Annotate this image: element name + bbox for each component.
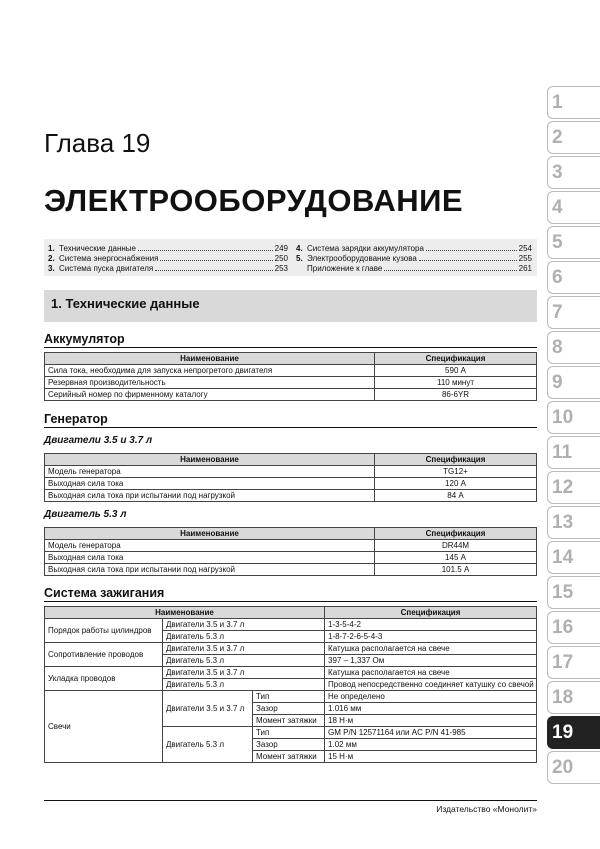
param-name: Модель генератора bbox=[45, 540, 375, 552]
contents-item-number: 1. bbox=[48, 244, 55, 253]
contents-item[interactable] bbox=[48, 244, 288, 254]
dot-leader bbox=[160, 260, 272, 261]
engine-variant: Двигатели 3.5 и 3.7 л bbox=[163, 643, 325, 655]
table-row bbox=[45, 466, 537, 478]
param-value: 86-6YR bbox=[375, 389, 537, 401]
contents-item[interactable] bbox=[296, 244, 532, 254]
param-name: Выходная сила тока при испытании под нагрузкой bbox=[45, 490, 375, 502]
generator-table-35-37 bbox=[44, 453, 537, 502]
contents-item-title: Система пуска двигателя bbox=[59, 264, 154, 273]
param-value: 110 минут bbox=[375, 377, 537, 389]
engine-variant: Двигатели 3.5 и 3.7 л bbox=[163, 691, 253, 727]
engine-variant: Двигатели 3.5 и 3.7 л bbox=[163, 619, 325, 631]
param-value: Не определено bbox=[325, 691, 537, 703]
chapter-tab-8[interactable]: 8 bbox=[547, 331, 600, 364]
param-name: Резервная производительность bbox=[45, 377, 375, 389]
param-name: Сопротивление проводов bbox=[45, 643, 163, 667]
table-row bbox=[45, 619, 537, 631]
engine-variant: Двигатель 5.3 л bbox=[163, 655, 325, 667]
table-row bbox=[45, 490, 537, 502]
param-name: Свечи bbox=[45, 691, 163, 763]
table-row bbox=[45, 667, 537, 679]
table-row bbox=[45, 564, 537, 576]
contents-column-right bbox=[296, 244, 532, 274]
chapter-tab-2[interactable]: 2 bbox=[547, 121, 600, 154]
column-header-name: Наименование bbox=[45, 528, 375, 540]
contents-item[interactable] bbox=[48, 264, 288, 274]
battery-heading: Аккумулятор bbox=[44, 332, 537, 348]
param-value: DR44M bbox=[375, 540, 537, 552]
battery-table bbox=[44, 352, 537, 401]
generator-table-53 bbox=[44, 527, 537, 576]
engine-variant: Двигатель 5.3 л bbox=[163, 631, 325, 643]
column-header-spec: Спецификация bbox=[375, 528, 537, 540]
chapter-tab-12[interactable]: 12 bbox=[547, 471, 600, 504]
ignition-table bbox=[44, 606, 537, 763]
param-name: Серийный номер по фирменному каталогу bbox=[45, 389, 375, 401]
contents-item-page: 255 bbox=[518, 254, 532, 263]
chapter-tab-20[interactable]: 20 bbox=[547, 751, 600, 784]
dot-leader bbox=[138, 250, 273, 251]
dot-leader bbox=[419, 260, 517, 261]
column-header-spec: Спецификация bbox=[325, 607, 537, 619]
table-row bbox=[45, 643, 537, 655]
sub-param: Тип bbox=[253, 727, 325, 739]
chapter-tab-9[interactable]: 9 bbox=[547, 366, 600, 399]
table-row bbox=[45, 389, 537, 401]
chapter-tab-1[interactable]: 1 bbox=[547, 86, 600, 119]
chapter-tab-19[interactable]: 19 bbox=[547, 716, 600, 749]
chapter-label: Глава 19 bbox=[44, 128, 151, 158]
engine-variant: Двигатель 5.3 л bbox=[163, 679, 325, 691]
param-name: Модель генератора bbox=[45, 466, 375, 478]
contents-item-page: 261 bbox=[518, 264, 532, 273]
table-header-row bbox=[45, 353, 537, 365]
param-name: Сила тока, необходима для запуска непрогретого двигателя bbox=[45, 365, 375, 377]
chapter-tab-10[interactable]: 10 bbox=[547, 401, 600, 434]
param-value: GM P/N 12571164 или AC P/N 41-985 bbox=[325, 727, 537, 739]
param-value: 145 А bbox=[375, 552, 537, 564]
dot-leader bbox=[155, 270, 272, 271]
contents-item-number: 4. bbox=[296, 244, 303, 253]
contents-item-number: 2. bbox=[48, 254, 55, 263]
column-header-name: Наименование bbox=[45, 454, 375, 466]
param-value: TG12+ bbox=[375, 466, 537, 478]
column-header-spec: Спецификация bbox=[375, 353, 537, 365]
param-name: Выходная сила тока bbox=[45, 552, 375, 564]
generator-subheading-35-37: Двигатели 3.5 и 3.7 л bbox=[44, 435, 153, 446]
param-value: 397 – 1,337 Ом bbox=[325, 655, 537, 667]
table-row bbox=[45, 552, 537, 564]
chapter-tab-13[interactable]: 13 bbox=[547, 506, 600, 539]
table-row bbox=[45, 540, 537, 552]
contents-item-title: Система энергоснабжения bbox=[59, 254, 159, 263]
contents-column-left bbox=[48, 244, 288, 274]
param-name: Порядок работы цилиндров bbox=[45, 619, 163, 643]
param-value: 590 А bbox=[375, 365, 537, 377]
param-value: 84 А bbox=[375, 490, 537, 502]
column-header-spec: Спецификация bbox=[375, 454, 537, 466]
contents-item-number: 5. bbox=[296, 254, 303, 263]
contents-item-page: 250 bbox=[274, 254, 288, 263]
param-value: 120 А bbox=[375, 478, 537, 490]
sub-param: Момент затяжки bbox=[253, 751, 325, 763]
engine-variant: Двигатели 3.5 и 3.7 л bbox=[163, 667, 325, 679]
table-row bbox=[45, 478, 537, 490]
chapter-tab-16[interactable]: 16 bbox=[547, 611, 600, 644]
param-value: Катушка располагается на свече bbox=[325, 643, 537, 655]
table-row bbox=[45, 691, 537, 703]
table-header-row bbox=[45, 528, 537, 540]
param-value: 15 Н·м bbox=[325, 751, 537, 763]
chapter-tab-6[interactable]: 6 bbox=[547, 261, 600, 294]
chapter-contents bbox=[44, 239, 537, 276]
chapter-tab-11[interactable]: 11 bbox=[547, 436, 600, 469]
param-value: Катушка располагается на свече bbox=[325, 667, 537, 679]
sub-param: Зазор bbox=[253, 739, 325, 751]
table-row bbox=[45, 365, 537, 377]
generator-heading: Генератор bbox=[44, 412, 537, 428]
param-value: 1-8-7-2-6-5-4-3 bbox=[325, 631, 537, 643]
table-header-row bbox=[45, 607, 537, 619]
sub-param: Момент затяжки bbox=[253, 715, 325, 727]
param-name: Выходная сила тока bbox=[45, 478, 375, 490]
sub-param: Тип bbox=[253, 691, 325, 703]
chapter-tab-5[interactable]: 5 bbox=[547, 226, 600, 259]
contents-item-number: 3. bbox=[48, 264, 55, 273]
contents-item-page: 249 bbox=[274, 244, 288, 253]
contents-item[interactable] bbox=[48, 254, 288, 264]
section-header bbox=[44, 290, 537, 322]
column-header-name: Наименование bbox=[45, 353, 375, 365]
footer-rule bbox=[44, 800, 537, 801]
publisher-footer: Издательство «Монолит» bbox=[436, 804, 537, 814]
param-name: Укладка проводов bbox=[45, 667, 163, 691]
param-name: Выходная сила тока при испытании под нагрузкой bbox=[45, 564, 375, 576]
chapter-tab-18[interactable]: 18 bbox=[547, 681, 600, 714]
column-header-name: Наименование bbox=[45, 607, 325, 619]
chapter-tab-14[interactable]: 14 bbox=[547, 541, 600, 574]
engine-variant: Двигатель 5.3 л bbox=[163, 727, 253, 763]
dot-leader bbox=[384, 270, 516, 271]
chapter-tab-3[interactable]: 3 bbox=[547, 156, 600, 189]
table-header-row bbox=[45, 454, 537, 466]
table-row bbox=[45, 377, 537, 389]
param-value: 18 Н·м bbox=[325, 715, 537, 727]
dot-leader bbox=[426, 250, 517, 251]
chapter-tab-4[interactable]: 4 bbox=[547, 191, 600, 224]
contents-item-page: 253 bbox=[274, 264, 288, 273]
param-value: 101.5 А bbox=[375, 564, 537, 576]
contents-item[interactable] bbox=[296, 254, 532, 264]
chapter-tab-7[interactable]: 7 bbox=[547, 296, 600, 329]
contents-item-title: Технические данные bbox=[59, 244, 137, 253]
chapter-tab-15[interactable]: 15 bbox=[547, 576, 600, 609]
sub-param: Зазор bbox=[253, 703, 325, 715]
generator-subheading-53: Двигатель 5.3 л bbox=[44, 509, 127, 520]
contents-item-title: Система зарядки аккумулятора bbox=[307, 244, 424, 253]
ignition-heading: Система зажигания bbox=[44, 586, 537, 602]
section-title: 1. Технические данные bbox=[51, 296, 200, 311]
param-value: 1.02 мм bbox=[325, 739, 537, 751]
param-value: 1.016 мм bbox=[325, 703, 537, 715]
contents-item-title: Приложение к главе bbox=[307, 264, 383, 273]
contents-item-page: 254 bbox=[518, 244, 532, 253]
contents-item-title: Электрооборудование кузова bbox=[307, 254, 417, 263]
param-value: 1-3-5-4-2 bbox=[325, 619, 537, 631]
chapter-tab-17[interactable]: 17 bbox=[547, 646, 600, 679]
contents-item[interactable] bbox=[296, 264, 532, 274]
page-title: ЭЛЕКТРООБОРУДОВАНИЕ bbox=[44, 183, 464, 218]
param-value: Провод непосредственно соединяет катушку со свечой bbox=[325, 679, 537, 691]
